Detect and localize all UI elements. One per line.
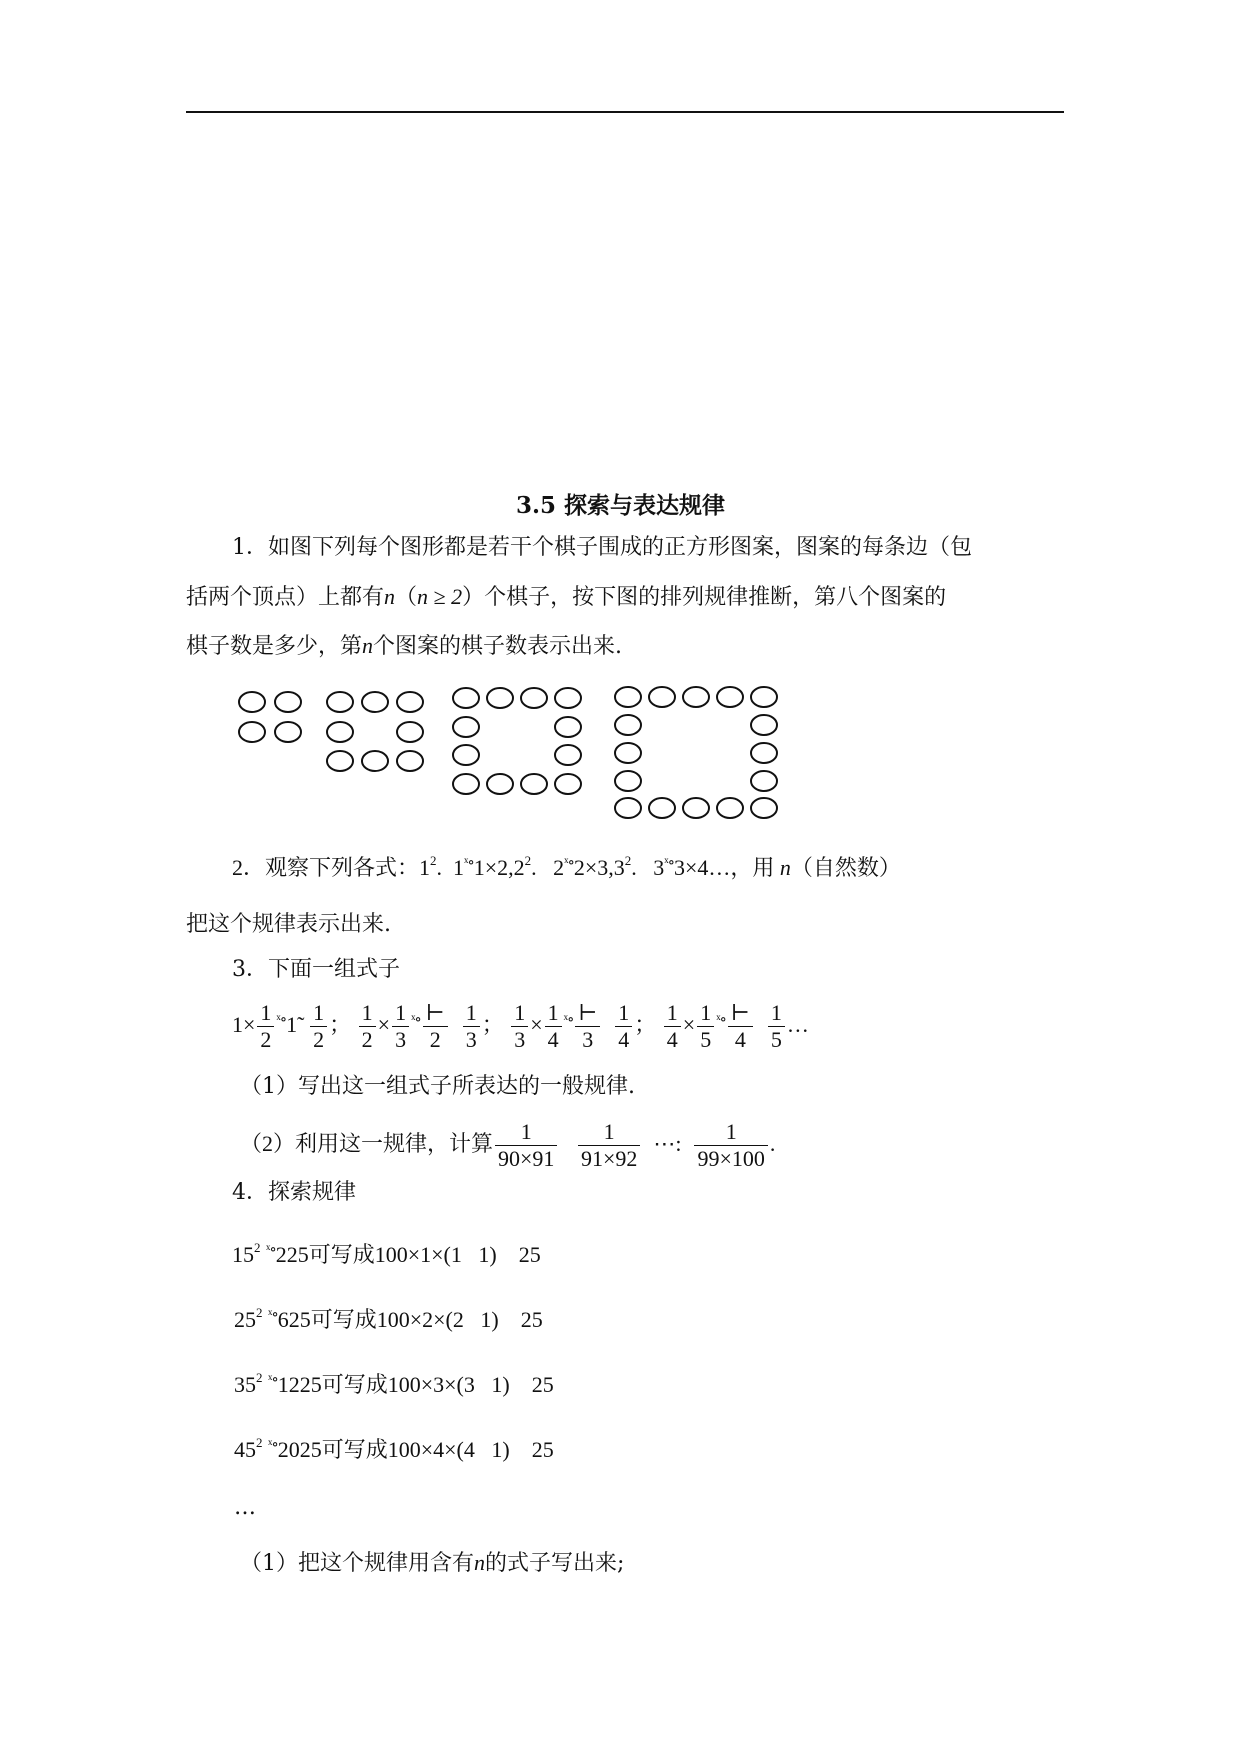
fraction: $\frac{⊢}{3}$: [575, 1000, 600, 1053]
piece: [397, 722, 423, 742]
fraction: $\frac{1}{4}$: [545, 1000, 562, 1053]
fraction: $\frac{1}{2}$: [359, 1000, 376, 1053]
piece: [615, 687, 641, 707]
piece: [275, 722, 301, 742]
section-title: 3.5 探索与表达规律: [515, 492, 726, 519]
fraction: $\frac{1}{91\times 92}$: [578, 1119, 640, 1172]
q1-line3: 棋子数是多少，第n个图案的棋子数表示出来.: [186, 633, 623, 659]
pattern-4: [615, 687, 777, 818]
q4-part1: （1）把这个规律用含有n的式子写出来;: [240, 1550, 625, 1576]
fraction: $\frac{1}{4}$: [615, 1000, 632, 1053]
piece: [487, 774, 513, 794]
q3-intro: 3．下面一组式子: [232, 957, 400, 982]
piece: [453, 688, 479, 708]
fraction: $\frac{1}{2}$: [310, 1000, 327, 1053]
piece: [555, 688, 581, 708]
piece: [555, 717, 581, 737]
piece: [397, 692, 423, 712]
q1-line2: 括两个顶点）上都有n（n ≥ 2）个棋子，按下图的排列规律推断，第八个图案的: [186, 584, 947, 610]
pattern-2: [327, 692, 423, 771]
piece: [615, 743, 641, 763]
q4-ellipsis: …: [234, 1495, 256, 1520]
header-rule: [186, 111, 1064, 113]
piece: [555, 774, 581, 794]
piece: [717, 687, 743, 707]
piece: [555, 745, 581, 765]
piece: [487, 688, 513, 708]
piece: [397, 751, 423, 771]
piece: [751, 715, 777, 735]
q1-line1: 1．如图下列每个图形都是若干个棋子围成的正方形图案，图案的每条边（包: [232, 535, 972, 560]
piece: [327, 692, 353, 712]
piece: [327, 751, 353, 771]
fraction: $\frac{1}{99\times 100}$: [694, 1119, 767, 1172]
piece: [751, 771, 777, 791]
piece: [453, 774, 479, 794]
fraction: $\frac{⊢}{4}$: [728, 1000, 753, 1053]
fraction: $\frac{1}{5}$: [697, 1000, 714, 1053]
q4-row-3: $35^2$ $^{ˣ\circ}$1225可写成100×3×(3 1) 25: [234, 1370, 554, 1397]
piece: [239, 692, 265, 712]
q4-intro: 4．探索规律: [232, 1180, 356, 1205]
q4-row-1: $15^2$ $^{ˣ\circ}$225可写成100×1×(1 1) 25: [232, 1240, 541, 1267]
pattern-3: [453, 688, 581, 794]
pattern-1: [239, 692, 301, 742]
piece: [453, 717, 479, 737]
piece: [717, 798, 743, 818]
piece: [751, 743, 777, 763]
piece: [615, 771, 641, 791]
fraction: $\frac{1}{5}$: [768, 1000, 785, 1053]
fraction: $\frac{1}{4}$: [664, 1000, 681, 1053]
piece: [453, 745, 479, 765]
piece: [751, 687, 777, 707]
piece: [615, 715, 641, 735]
q3-part1: （1）写出这一组式子所表达的一般规律.: [240, 1074, 635, 1099]
piece: [327, 722, 353, 742]
q4-row-4: $45^2$ $^{ˣ\circ}$2025可写成100×4×(4 1) 25: [234, 1435, 554, 1462]
q2-line1: 2．观察下列各式：$1^2$. $1^{ˣ\circ}1\times 2,2^2$. $2^{ˣ\circ}2\times 3,3^2$. $3^{ˣ\circ}3\times 4\dots$，用 n（自然数）: [232, 853, 901, 880]
chess-piece-figure: [230, 680, 800, 822]
piece: [649, 798, 675, 818]
fraction: $\frac{1}{2}$: [257, 1000, 274, 1053]
fraction: $\frac{1}{3}$: [392, 1000, 409, 1053]
piece: [521, 774, 547, 794]
piece: [615, 798, 641, 818]
piece: [649, 687, 675, 707]
piece: [239, 722, 265, 742]
q2-line2: 把这个规律表示出来.: [186, 912, 391, 937]
piece: [362, 692, 388, 712]
fraction: $\frac{1}{3}$: [463, 1000, 480, 1053]
q3-part2: （2）利用这一规律，计算 $\frac{1}{90\times 91}$ $\frac{1}{91\times 92}$ ⋯: $\frac{1}{99\times 100}$ .: [240, 1119, 776, 1172]
piece: [362, 751, 388, 771]
fraction: $\frac{⊢}{2}$: [423, 1000, 448, 1053]
piece: [521, 688, 547, 708]
piece: [683, 798, 709, 818]
fraction: $\frac{1}{3}$: [511, 1000, 528, 1053]
q3-series: 1× $\frac{1}{2}$ $^{ˣ\circ}$1̃ $\frac{1}{2}$ ； $\frac{1}{2}$ × $\frac{1}{3}$ $^{ˣ\circ}$ $\frac{⊢}{2}$ $\frac{1}{3}$ ； $\frac{1}{3}$ × $\frac{1}{4}$ $^{ˣ\circ}$ $\frac{⊢}{3}$ $\frac{1}{4}$ ； $\frac{1}{4}$ × $\frac{1}{5}$ $^{ˣ\circ}$ $\frac{⊢}{4}$ $\frac{1}{5}$ …: [232, 1000, 809, 1053]
piece: [683, 687, 709, 707]
q4-row-2: $25^2$ $^{ˣ\circ}$625可写成100×2×(2 1) 25: [234, 1305, 543, 1332]
fraction: $\frac{1}{90\times 91}$: [495, 1119, 557, 1172]
piece: [275, 692, 301, 712]
piece: [751, 798, 777, 818]
